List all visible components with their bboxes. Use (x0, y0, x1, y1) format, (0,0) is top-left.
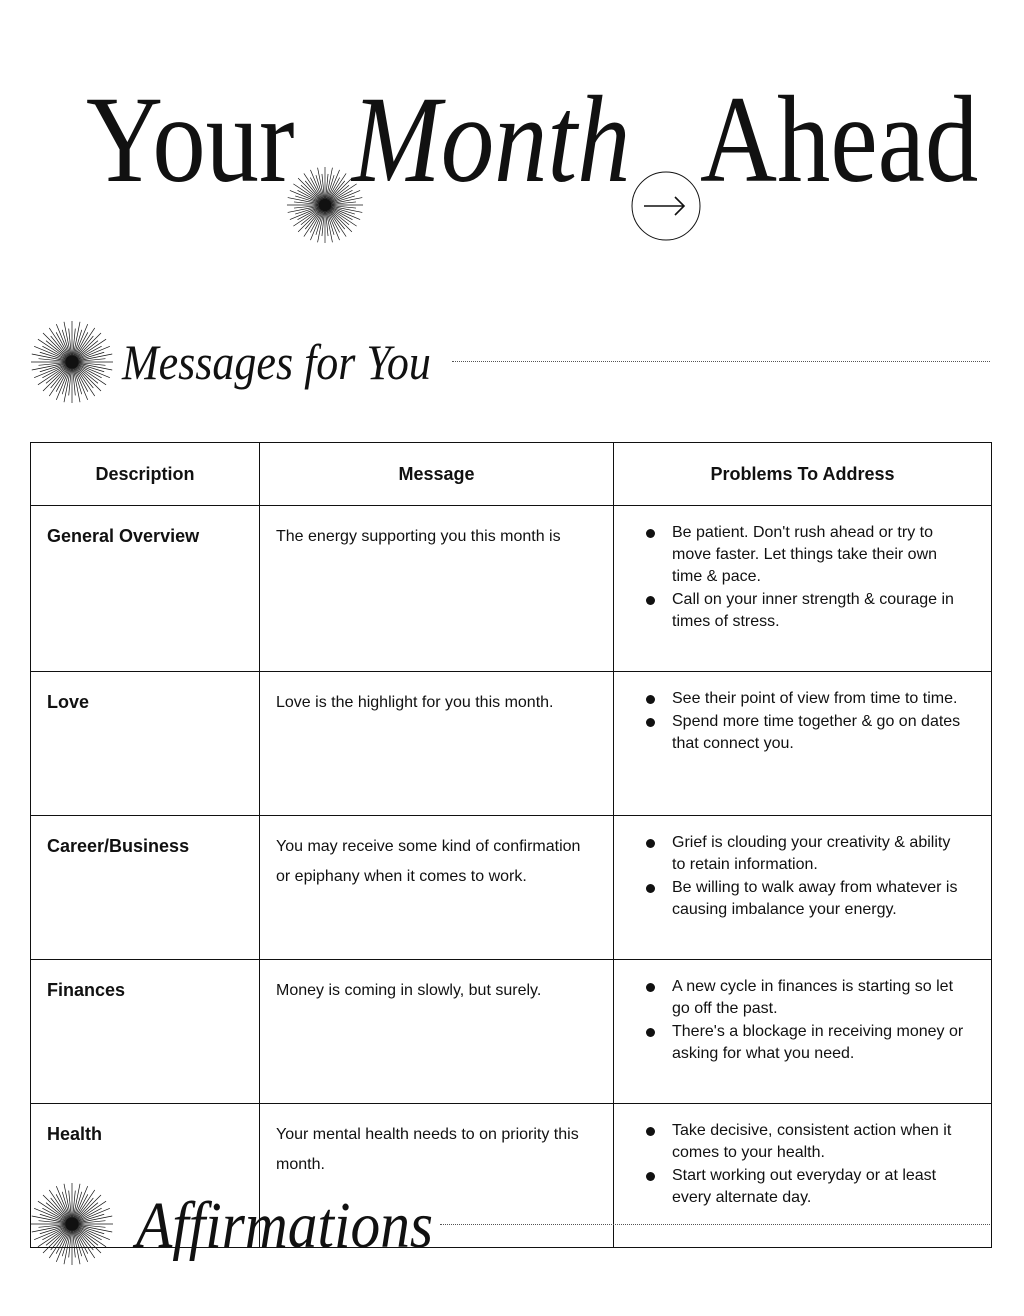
starburst-icon (30, 1182, 114, 1266)
problem-item: Call on your inner strength & courage in times of stress. (644, 589, 967, 633)
row-message: Money is coming in slowly, but surely. (260, 960, 614, 1104)
row-message: You may receive some kind of confirmation or epiphany when it comes to work. (260, 816, 614, 960)
problem-item: A new cycle in finances is starting so let go off the past. (644, 976, 967, 1020)
row-description: Finances (31, 960, 260, 1104)
table-row (31, 816, 992, 960)
problem-item: Be willing to walk away from whatever is causing imbalance your energy. (644, 877, 967, 921)
problem-item: Grief is clouding your creativity & ability to retain information. (644, 832, 967, 876)
row-problems (614, 506, 992, 672)
title-word-your: Your (86, 71, 295, 208)
row-description: Career/Business (31, 816, 260, 960)
table-header-row (31, 443, 992, 506)
affirmations-heading: Affirmations (136, 1189, 434, 1262)
row-problems (614, 816, 992, 960)
table-row (31, 506, 992, 672)
table-row (31, 672, 992, 816)
table-row (31, 960, 992, 1104)
title-word-month: Month (352, 71, 631, 208)
title-word-ahead: Ahead (700, 71, 979, 208)
row-message: Your mental health needs to on priority this month. (260, 1104, 614, 1248)
row-message: The energy supporting you this month is (260, 506, 614, 672)
dotted-divider (452, 361, 990, 362)
column-header-description: Description (31, 443, 260, 506)
row-problems (614, 960, 992, 1104)
dotted-divider (440, 1224, 990, 1225)
problem-item: Spend more time together & go on dates that connect you. (644, 711, 967, 755)
starburst-icon (30, 320, 114, 404)
messages-table (30, 442, 992, 1248)
problem-item: There's a blockage in receiving money or asking for what you need. (644, 1021, 967, 1065)
messages-section-header (30, 320, 990, 410)
affirmations-section-header (30, 1182, 990, 1272)
page-title (0, 70, 1024, 210)
row-message: Love is the highlight for you this month. (260, 672, 614, 816)
row-description: Health (31, 1104, 260, 1248)
problem-item: Take decisive, consistent action when it comes to your health. (644, 1120, 967, 1164)
row-problems (614, 672, 992, 816)
problem-item: Be patient. Don't rush ahead or try to move faster. Let things take their own time & pace. (644, 522, 967, 588)
arrow-right-circle-icon (630, 170, 702, 242)
column-header-problems: Problems To Address (614, 443, 992, 506)
row-description: General Overview (31, 506, 260, 672)
column-header-message: Message (260, 443, 614, 506)
problem-item: See their point of view from time to time. (644, 688, 967, 710)
problem-item: Start working out everyday or at least every alternate day. (644, 1165, 967, 1209)
messages-heading: Messages for You (122, 334, 431, 390)
row-description: Love (31, 672, 260, 816)
